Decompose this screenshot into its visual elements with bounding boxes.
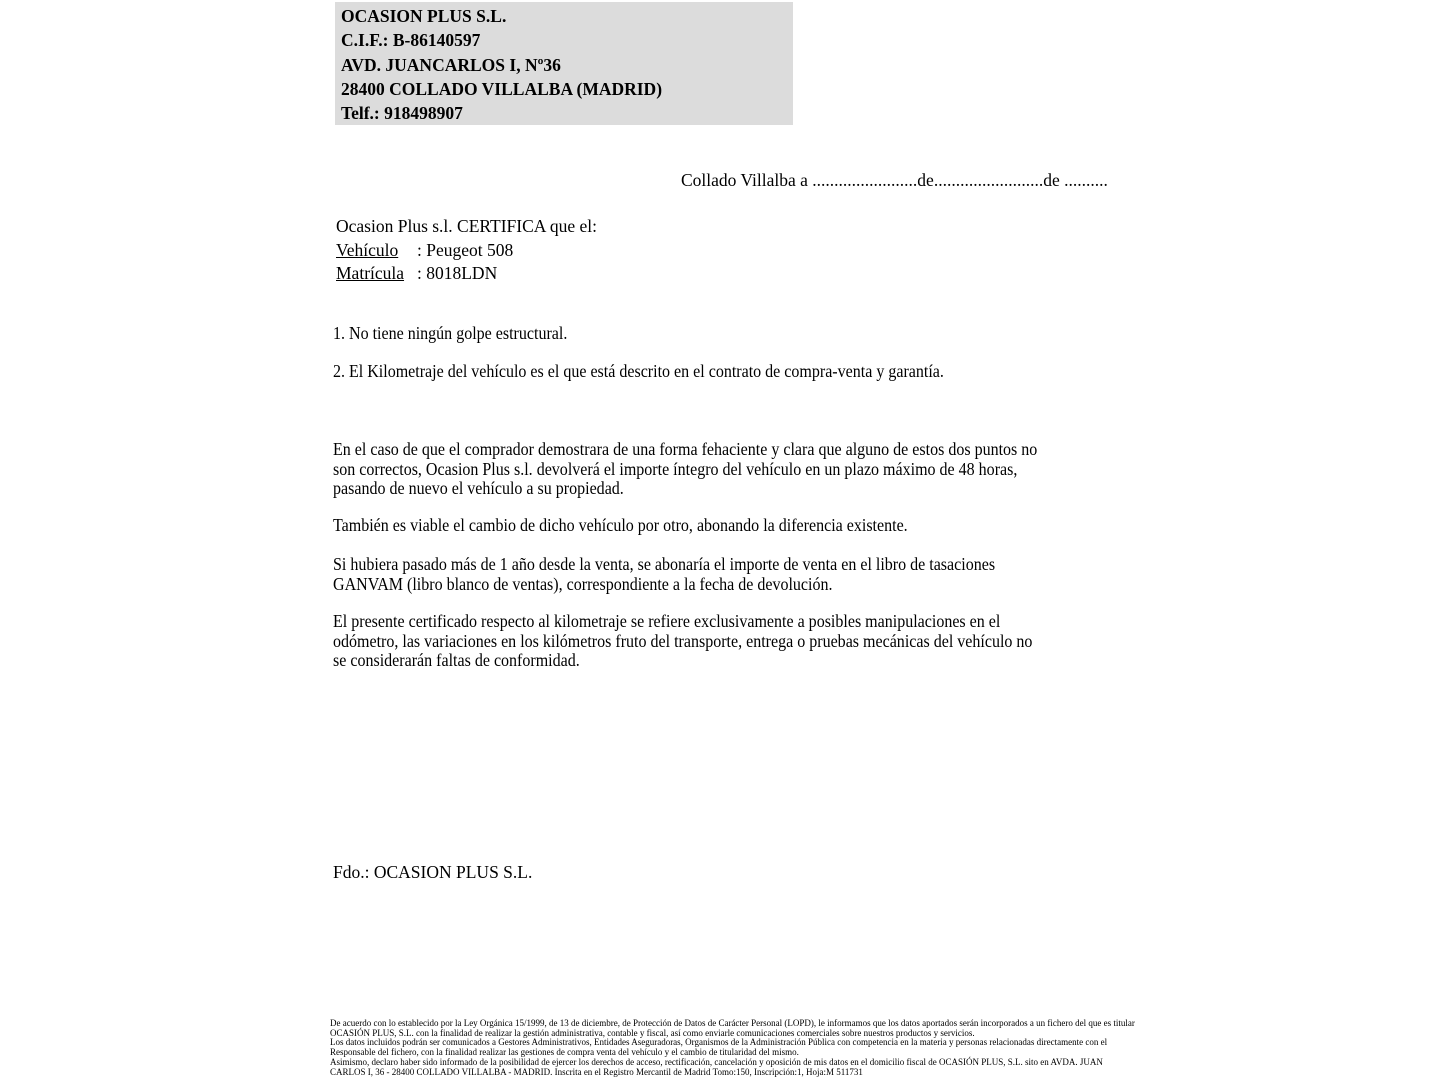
plate-label: Matrícula bbox=[336, 263, 405, 284]
vehicle-row bbox=[336, 239, 597, 263]
point-mileage: 2. El Kilometraje del vehículo es el que está descrito en el contrato de compra-venta y garantía. bbox=[333, 361, 944, 381]
vehicle-value: : Peugeot 508 bbox=[417, 239, 514, 260]
legal-fine-print: De acuerdo con lo establecido por la Ley Orgánica 15/1999, de 13 de diciembre, de Protección de Datos de Carácter Personal (LOPD), le informamos que los datos aportados serán incorporados a un fichero del que es titular OCASIÓN PLUS, S.L. con la finalidad de realizar la gestión administrativa, contable y fiscal, así como enviarle comunicaciones comerciales sobre nuestros productos y servicios. Los datos incluidos podrán ser comunicados a Gestores Administrativos, Entidades Aseguradoras, Organismos de la Administración Pública con competencia en la materia y personas relacionadas directamente con el Responsable del fichero, con la finalidad realizar las gestiones de compra venta del vehículo y el cambio de titularidad del mismo. Asimismo, declaro haber sido informado de la posibilidad de ejercer los derechos de acceso, rectificación, cancelación y oposición de mis datos en el domicilio fiscal de OCASIÓN PLUS, S.L. sito en AVDA. JUAN CARLOS I, 36 - 28400 COLLADO VILLALBA - MADRID. Inscrita en el Registro Mercantil de Madrid Tomo:150, Inscripción:1, Hoja:M 511731 bbox=[330, 1018, 1135, 1077]
company-name: OCASION PLUS S.L. bbox=[341, 6, 507, 26]
company-address: AVD. JUANCARLOS I, Nº36 bbox=[341, 54, 561, 75]
paragraph-refund: En el caso de que el comprador demostrara de una forma fehaciente y clara que alguno de estos dos puntos no son correctos, Ocasion Plus s.l. devolverá el importe íntegro del vehículo en un plazo máximo de 48 horas, pasando de nuevo el vehículo a su propiedad. bbox=[333, 439, 1038, 498]
company-header-block bbox=[335, 2, 793, 125]
plate-row bbox=[336, 262, 597, 286]
plate-value: : 8018LDN bbox=[417, 263, 498, 284]
point-no-structural-damage: 1. No tiene ningún golpe estructural. bbox=[333, 323, 568, 343]
paragraph-odometer: El presente certificado respecto al kilometraje se refiere exclusivamente a posibles manipulaciones en el odómetro, las variaciones en los kilómetros fruto del transporte, entrega o pruebas mecánicas del vehículo no se considerarán faltas de conformidad. bbox=[333, 611, 1033, 670]
vehicle-label: Vehículo bbox=[336, 239, 399, 260]
signature-line: Fdo.: OCASION PLUS S.L. bbox=[333, 862, 533, 882]
certify-intro: Ocasion Plus s.l. CERTIFICA que el: bbox=[336, 216, 597, 236]
paragraph-ganvam: Si hubiera pasado más de 1 año desde la venta, se abonaría el importe de venta en el libro de tasaciones GANVAM (libro blanco de ventas), correspondiente a la fecha de devolución. bbox=[333, 554, 996, 594]
date-line: Collado Villalba a ........................de.........................de .......... bbox=[681, 170, 1108, 190]
paragraph-exchange: También es viable el cambio de dicho vehículo por otro, abonando la diferencia existente. bbox=[333, 515, 908, 535]
company-cif: C.I.F.: B-86140597 bbox=[341, 30, 481, 51]
company-phone: Telf.: 918498907 bbox=[341, 103, 463, 124]
certify-block bbox=[336, 215, 597, 286]
company-city: 28400 COLLADO VILLALBA (MADRID) bbox=[341, 78, 663, 99]
